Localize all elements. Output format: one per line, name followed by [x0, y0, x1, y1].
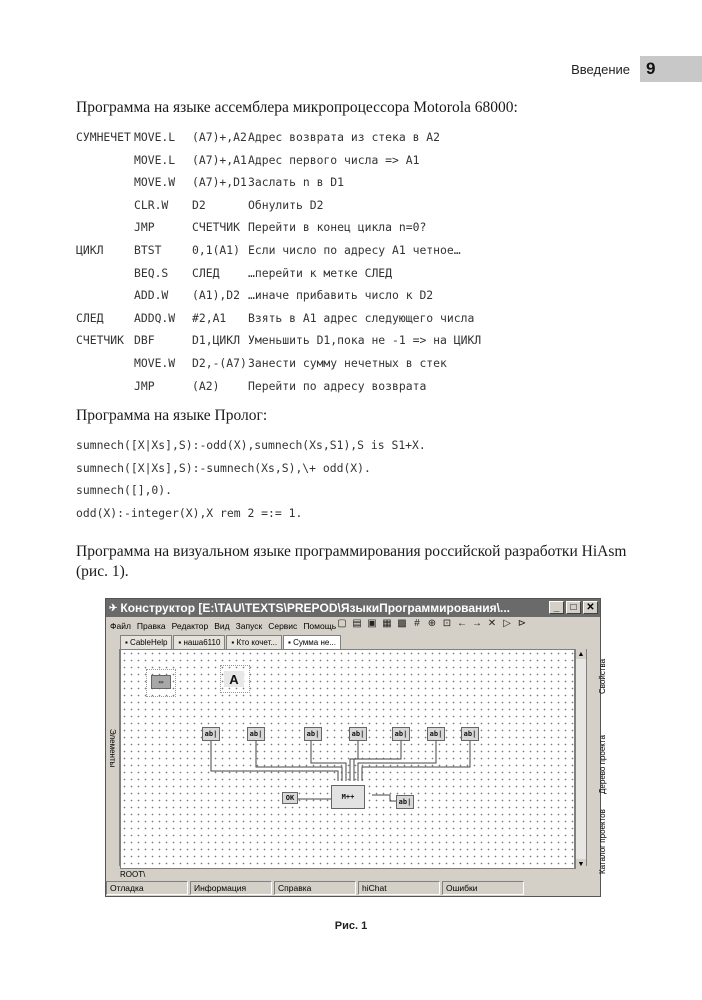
edit-component-4[interactable]: ab| — [349, 727, 367, 741]
prolog-line: sumnech([X|Xs],S):-sumnech(Xs,S),\+ odd(X). — [76, 460, 371, 475]
asm-comment: Заслать n в D1 — [248, 175, 345, 190]
asm-op: ADD.W — [134, 288, 169, 303]
asm-args: (A7)+,D1 — [192, 175, 247, 190]
asm-comment: Уменьшить D1,пока не -1 => на ЦИКЛ — [248, 333, 482, 348]
visual-heading-line2: (рис. 1). — [76, 563, 129, 580]
asm-op: MOVE.W — [134, 175, 176, 190]
asm-args: D2,-(A7) — [192, 356, 247, 370]
main-component[interactable]: M++ — [331, 785, 365, 809]
asm-args: (A1),D2 — [192, 288, 241, 303]
bottom-tab[interactable]: hiChat — [358, 881, 440, 895]
prolog-line: odd(X):-integer(X),X rem 2 =:= 1. — [76, 505, 303, 520]
asm-args: (A7)+,A2 — [192, 130, 247, 144]
asm-op: MOVE.L — [134, 152, 176, 167]
elements-panel-label: Элементы — [108, 729, 117, 768]
grid-icon[interactable]: # — [414, 618, 420, 629]
asm-op: MOVE.W — [134, 356, 176, 370]
hiasm-window — [105, 598, 607, 897]
save-icon[interactable]: ▣ — [367, 618, 377, 629]
edit-component-3[interactable]: ab| — [304, 727, 322, 741]
edit-component-7[interactable]: ab| — [461, 727, 479, 741]
bottom-tabs — [106, 880, 600, 896]
menu-item[interactable]: Вид — [214, 621, 230, 631]
asm-args: (A2) — [192, 378, 220, 393]
figure-caption: Рис. 1 — [334, 920, 368, 932]
asm-comment: Если число по адресу A1 четное… — [248, 243, 461, 257]
align-icon[interactable]: ⊕ — [427, 618, 437, 629]
project-tree-panel-label[interactable]: Дерево проекта — [598, 735, 607, 794]
section-title: Введение — [571, 61, 630, 77]
asm-comment: Перейти в конец цикла n=0? — [248, 220, 427, 235]
asm-op: CLR.W — [134, 197, 169, 212]
asm-label: СУМНЕЧЕТ — [76, 130, 131, 144]
asm-heading: Программа на языке ассемблера микропроцессора Motorola 68000: — [76, 99, 518, 116]
asm-comment: Занести сумму нечетных в стек — [248, 356, 447, 370]
asm-args: (A7)+,A1 — [192, 152, 247, 167]
asm-args: #2,A1 — [192, 310, 227, 325]
asm-op: MOVE.L — [134, 130, 176, 144]
window-title: Конструктор [E:\TAU\TEXTS\PREPOD\ЯзыкиПрограммирования\... — [120, 601, 511, 615]
menu-item[interactable]: Помощь — [303, 621, 337, 631]
bottom-tab[interactable]: Отладка — [106, 881, 188, 895]
prolog-line: sumnech([],0). — [76, 483, 173, 498]
prolog-line: sumnech([X|Xs],S):-odd(X),sumnech(Xs,S1),S is S1+X. — [76, 438, 426, 452]
asm-op: ADDQ.W — [134, 310, 176, 325]
asm-op: JMP — [134, 378, 155, 393]
document-tab[interactable]: ▪ CableHelp — [120, 635, 172, 649]
asm-args: СЛЕД — [192, 265, 220, 280]
document-tab[interactable]: ▪ Кто кочет... — [226, 635, 282, 649]
visual-heading-line1: Программа на визуальном языке программирования российской разработки HiAsm — [76, 543, 627, 560]
maximize-button[interactable]: □ — [566, 601, 581, 614]
menu-item[interactable]: Файл — [110, 621, 131, 631]
asm-args: D1,ЦИКЛ — [192, 333, 241, 348]
close-button[interactable]: ✕ — [583, 601, 598, 614]
frame-icon[interactable]: ⊡ — [442, 618, 452, 629]
edit-component-2[interactable]: ab| — [247, 727, 265, 741]
new-file-icon[interactable]: ▢ — [337, 618, 347, 629]
app-icon: ✈ — [109, 602, 118, 614]
form-component-icon[interactable]: ▭ — [151, 675, 171, 689]
asm-op: JMP — [134, 220, 155, 235]
document-tab[interactable]: ▪ наша6110 — [173, 635, 225, 649]
document-tab[interactable]: ▪ Сумма не... — [283, 635, 341, 649]
label-component-icon[interactable]: A — [224, 671, 244, 687]
bottom-tab[interactable]: Справка — [274, 881, 356, 895]
project-catalog-panel-label[interactable]: Каталог проектов — [598, 809, 607, 874]
bottom-tab[interactable]: Информация — [190, 881, 272, 895]
asm-args: 0,1(A1) — [192, 243, 241, 257]
properties-panel-label[interactable]: Свойства — [598, 658, 607, 694]
asm-comment: …перейти к метке СЛЕД — [248, 265, 393, 280]
edit-component-5[interactable]: ab| — [392, 727, 410, 741]
menu-item[interactable]: Правка — [136, 621, 166, 631]
scroll-down-icon[interactable]: ▼ — [577, 860, 585, 868]
asm-comment: Адрес первого числа => A1 — [248, 152, 420, 167]
menu-item[interactable]: Запуск — [235, 621, 263, 631]
status-path: ROOT\ — [120, 870, 146, 879]
edit-component-1[interactable]: ab| — [202, 727, 220, 741]
asm-label: ЦИКЛ — [76, 243, 104, 257]
asm-label: СЛЕД — [76, 310, 104, 325]
image-icon[interactable]: ▩ — [397, 618, 407, 629]
asm-comment: Перейти по адресу возврата — [248, 378, 427, 393]
save-all-icon[interactable]: ▦ — [382, 618, 392, 629]
component-links — [106, 599, 602, 898]
edit-component-output[interactable]: ab| — [396, 795, 414, 809]
run-icon[interactable]: ▷ — [503, 618, 511, 629]
asm-label: СЧЕТЧИК — [76, 333, 125, 348]
menu-item[interactable]: Редактор — [171, 621, 209, 631]
asm-op: BEQ.S — [134, 265, 169, 280]
asm-comment: Адрес возврата из стека в A2 — [248, 130, 441, 144]
scroll-up-icon[interactable]: ▲ — [577, 650, 585, 658]
bottom-tab[interactable]: Ошибки — [442, 881, 524, 895]
asm-comment: …иначе прибавить число к D2 — [248, 288, 434, 303]
asm-comment: Обнулить D2 — [248, 197, 324, 212]
stop-icon[interactable]: ✕ — [487, 618, 497, 629]
menu-item[interactable]: Сервис — [268, 621, 298, 631]
open-icon[interactable]: ▤ — [352, 618, 362, 629]
debug-run-icon[interactable]: ⊳ — [517, 618, 527, 629]
page-header — [571, 56, 702, 82]
prolog-heading: Программа на языке Пролог: — [76, 407, 268, 424]
asm-args: СЧЕТЧИК — [192, 220, 241, 235]
asm-comment: Взять в A1 адрес следующего числа — [248, 310, 475, 325]
edit-component-6[interactable]: ab| — [427, 727, 445, 741]
asm-args: D2 — [192, 197, 206, 212]
minimize-button[interactable]: _ — [549, 601, 564, 614]
asm-op: BTST — [134, 243, 162, 257]
redo-icon[interactable]: → — [472, 618, 482, 629]
button-component[interactable]: OK — [282, 792, 298, 804]
undo-icon[interactable]: ← — [457, 618, 467, 629]
page-number: 9 — [640, 56, 702, 82]
asm-op: DBF — [134, 333, 155, 348]
